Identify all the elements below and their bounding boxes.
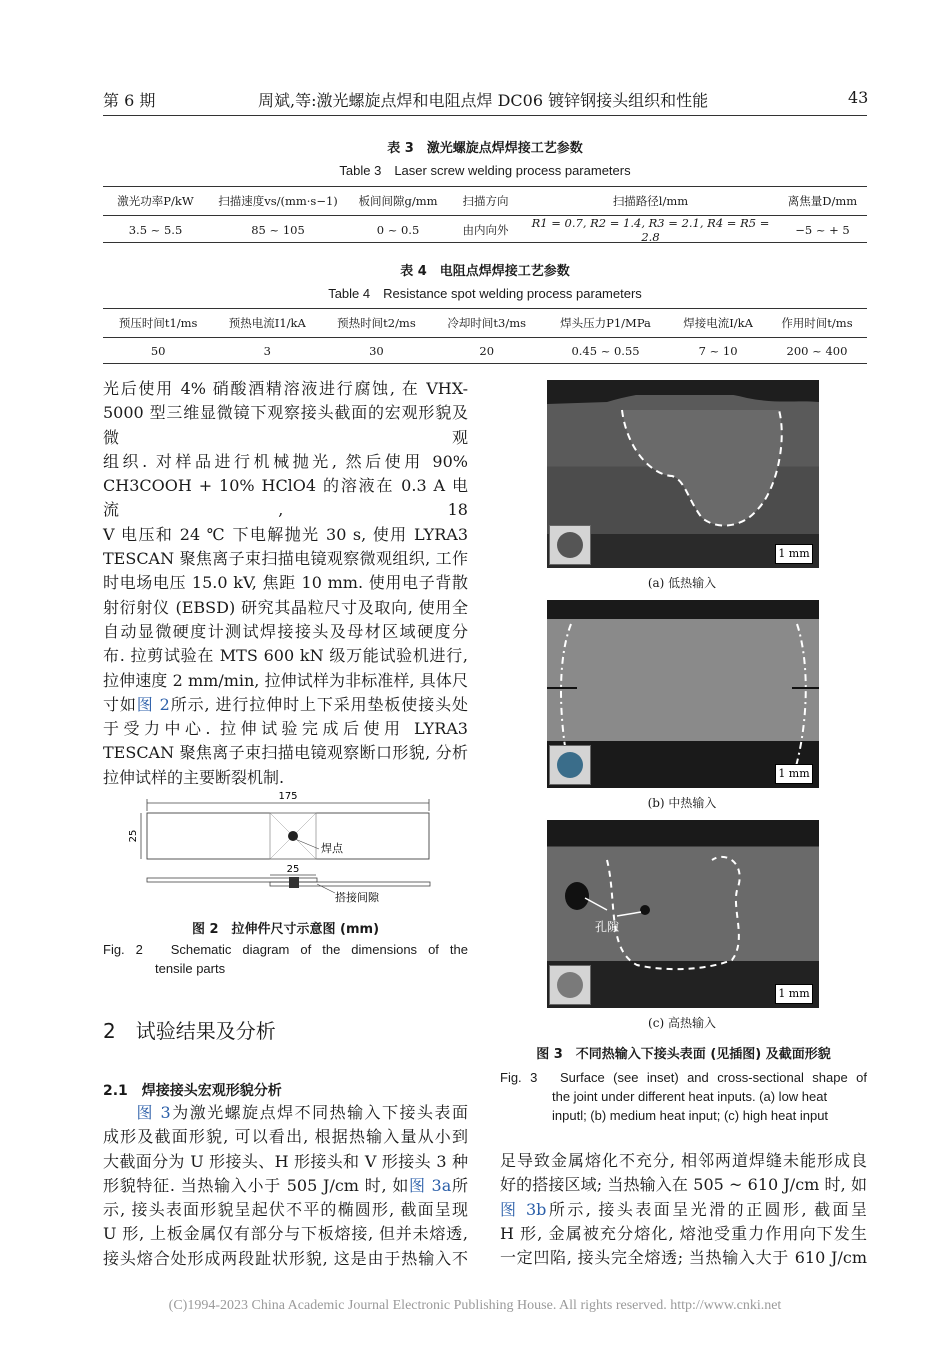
dim-175: 175 — [278, 791, 298, 802]
table3-header-cell: 激光功率P/kW — [117, 194, 194, 208]
table4-value-row — [103, 338, 867, 365]
table4-cell: 7 ~ 10 — [669, 338, 767, 365]
fig3b-subcaption: (b) 中热输入 — [647, 796, 717, 810]
fig3c-subcaption: (c) 高热输入 — [648, 1016, 716, 1030]
text-line: 接头熔合处形成两段趾状形貌, 这是由于热输入不 — [103, 1248, 468, 1268]
table4-header-cell: 预热时间t2/ms — [337, 316, 416, 330]
table4-bottom-rule — [103, 363, 867, 364]
left-body-text — [103, 377, 468, 790]
table4-header-row — [103, 309, 867, 338]
label-weld-spot: 焊点 — [321, 842, 343, 855]
fig2-schematic — [103, 785, 468, 910]
label-lap-gap: 搭接间隙 — [335, 891, 379, 904]
table3-title-cn: 表 3 激光螺旋点焊焊接工艺参数 — [387, 141, 583, 156]
text-span: 寸如 — [103, 694, 137, 714]
fig3c-surface-inset — [549, 965, 591, 1005]
pore-2 — [640, 905, 650, 915]
table4-header-cell: 冷却时间t3/ms — [447, 316, 527, 330]
table3-bottom-rule — [103, 242, 867, 243]
running-title: 周斌,等:激光螺旋点焊和电阻点焊 DC06 镀锌钢接头组织和性能 — [258, 91, 709, 110]
text-span: 所 — [451, 1175, 468, 1195]
fig3a-surface-inset — [549, 525, 591, 565]
text-line: TESCAN 聚焦离子束扫描电镜观察微观组织, 工作 — [103, 549, 468, 569]
table3-header-cell: 扫描方向 — [462, 194, 509, 208]
table3-value-row — [103, 216, 867, 245]
fig3-caption-en-1: Fig. 3 Surface (see inset) and cross-sectional shape of — [500, 1070, 867, 1085]
fig2-caption-en-2: tensile parts — [155, 961, 226, 976]
table3-header-cell: 板间间隙g/mm — [358, 194, 438, 208]
dim-25-side: 25 — [128, 829, 139, 843]
subsection-title: 2.1 焊接接头宏观形貌分析 — [103, 1083, 282, 1099]
table3-header-cell: 扫描速度vs/(mm·s−1) — [218, 194, 338, 208]
table4 — [103, 309, 867, 364]
table3-header-row — [103, 187, 867, 216]
fig3c-micrograph — [547, 820, 819, 1008]
text-line: 布. 拉剪试验在 MTS 600 kN 级万能试验机进行, — [103, 646, 468, 666]
table3-cell: 3.5 ~ 5.5 — [103, 216, 208, 245]
text-span: 所示, 接头表面呈光滑的正圆形, 截面呈 — [546, 1199, 867, 1219]
table4-header-cell: 焊头压力P1/MPa — [560, 316, 651, 330]
text-line: 组织. 对样品进行机械抛光, 然后使用 90% — [103, 451, 468, 471]
table4-cell: 200 ~ 400 — [767, 338, 867, 365]
table3-header-cell: 离焦量D/mm — [787, 194, 858, 208]
table3-title-en: Table 3 Laser screw welding process parameters — [339, 163, 631, 178]
table3-cell: 0 ~ 0.5 — [348, 216, 448, 245]
fig3a-scale-bar: 1 mm — [775, 544, 813, 564]
text-line: 成形及截面形貌, 可以看出, 根据热输入量从小到 — [103, 1127, 468, 1147]
text-span: 为激光螺旋点焊不同热输入下接头表面 — [170, 1103, 468, 1122]
fig3b-link[interactable]: 图 3b — [500, 1199, 547, 1219]
text-line: 5000 型三维显微镜下观察接头截面的宏观形貌及微观 — [103, 403, 468, 447]
table4-cell: 50 — [103, 338, 213, 365]
text-line — [103, 693, 468, 717]
table3-cell: 85 ~ 105 — [208, 216, 348, 245]
fig3-link[interactable]: 图 3 — [135, 1103, 171, 1122]
right-body-text — [500, 1149, 867, 1270]
fig3a-subcaption: (a) 低热输入 — [647, 576, 717, 590]
section-title: 2 试验结果及分析 — [103, 1019, 276, 1043]
text-span: 所示, 进行拉伸时上下采用垫板使接头处 — [169, 694, 468, 714]
text-line: 一定凹陷, 接头完全熔透; 当热输入大于 610 J/cm — [500, 1248, 867, 1268]
table4-title-cn: 表 4 电阻点焊焊接工艺参数 — [400, 264, 570, 279]
dim-25-bottom: 25 — [286, 864, 300, 875]
page-number: 43 — [848, 88, 869, 107]
text-line: 自动显微硬度计测试焊接接头及母材区域硬度分 — [103, 621, 468, 641]
text-line — [103, 1174, 468, 1198]
journal-issue: 第 6 期 — [103, 91, 156, 110]
text-line — [500, 1198, 867, 1222]
text-line: U 形, 上板金属仅有部分与下板熔接, 但并未熔透, — [103, 1224, 468, 1244]
fig2-caption-en-1: Fig. 2 Schematic diagram of the dimensions of the — [103, 942, 468, 957]
text-line: 拉伸试样的主要断裂机制. — [103, 767, 285, 787]
fig3a-micrograph — [547, 380, 819, 568]
table3-header-cell: 扫描路径l/mm — [612, 194, 689, 208]
fig2-link[interactable]: 图 2 — [136, 694, 170, 714]
table4-cell: 0.45 ~ 0.55 — [542, 338, 669, 365]
table3-cell: −5 ~ + 5 — [778, 216, 867, 245]
fig3b-micrograph — [547, 600, 819, 788]
text-line: 示, 接头表面形貌呈起伏不平的椭圆形, 截面呈现 — [103, 1200, 468, 1220]
text-line: 足导致金属熔化不充分, 相邻两道焊缝未能形成良 — [500, 1151, 867, 1170]
table4-header-cell: 作用时间t/ms — [781, 316, 853, 330]
table4-title-en: Table 4 Resistance spot welding process parameters — [328, 286, 642, 301]
text-line — [103, 1101, 468, 1125]
fig3c-scale-bar: 1 mm — [775, 984, 813, 1004]
table4-cell: 30 — [321, 338, 431, 365]
fig3b-scale-bar: 1 mm — [775, 764, 813, 784]
table3 — [103, 187, 867, 244]
text-line: 好的搭接区域; 当热输入在 505 ~ 610 J/cm 时, 如 — [500, 1175, 867, 1195]
text-line: 时电场电压 15.0 kV, 焦距 10 mm. 使用电子背散 — [103, 573, 468, 593]
text-line: H 形, 金属被充分熔化, 熔池受重力作用向下发生 — [500, 1223, 867, 1243]
text-line: 于受力中心. 拉伸试验完成后使用 LYRA3 — [103, 719, 468, 739]
table4-header-cell: 预压时间t1/ms — [118, 316, 198, 330]
section2-body-text — [103, 1101, 468, 1271]
table4-cell: 3 — [213, 338, 321, 365]
text-line: 大截面分为 U 形接头、H 形接头和 V 形接头 3 种 — [103, 1151, 468, 1171]
table4-header-cell: 焊接电流I/kA — [683, 316, 753, 330]
pore-1 — [565, 882, 589, 910]
text-line: 光后使用 4% 硝酸酒精溶液进行腐蚀, 在 VHX- — [103, 379, 468, 398]
copyright-footer: (C)1994-2023 China Academic Journal Electronic Publishing House. All rights reserved. http://www.cnki.net — [168, 1298, 782, 1313]
table4-header-cell: 预热电流I1/kA — [228, 316, 306, 330]
table4-cell: 20 — [432, 338, 542, 365]
text-line: 射衍射仪 (EBSD) 研究其晶粒尺寸及取向, 使用全 — [103, 597, 468, 617]
table3-cell: 由内向外 — [448, 216, 523, 245]
fig3b-surface-inset — [549, 745, 591, 785]
text-line: V 电压和 24 ℃ 下电解抛光 30 s, 使用 LYRA3 — [103, 524, 468, 544]
fig3-caption-cn: 图 3 不同热输入下接头表面 (见插图) 及截面形貌 — [536, 1047, 831, 1062]
text-line: CH3COOH + 10% HClO4 的溶液在 0.3 A 电流, 18 — [103, 476, 468, 520]
fig3-caption-en-2: the joint under different heat inputs. (a) low heat — [552, 1089, 828, 1104]
fig3-caption-en-3: inputl; (b) medium heat input; (c) high heat input — [552, 1108, 829, 1123]
fig2-caption-cn: 图 2 拉伸件尺寸示意图 (mm) — [191, 922, 380, 937]
text-line: TESCAN 聚焦离子束扫描电镜观察断口形貌, 分析 — [103, 743, 468, 763]
pore-label: 孔隙 — [595, 920, 620, 934]
header-rule — [103, 115, 867, 116]
fig3a-link[interactable]: 图 3a — [409, 1175, 452, 1195]
table3-cell: R1 = 0.7, R2 = 1.4, R3 = 2.1, R4 = R5 = 2.8 — [523, 216, 778, 245]
text-span: 形貌特征. 当热输入小于 505 J/cm 时, 如 — [103, 1175, 410, 1195]
text-line: 拉伸速度 2 mm/min, 拉伸试样为非标准样, 具体尺 — [103, 670, 468, 690]
